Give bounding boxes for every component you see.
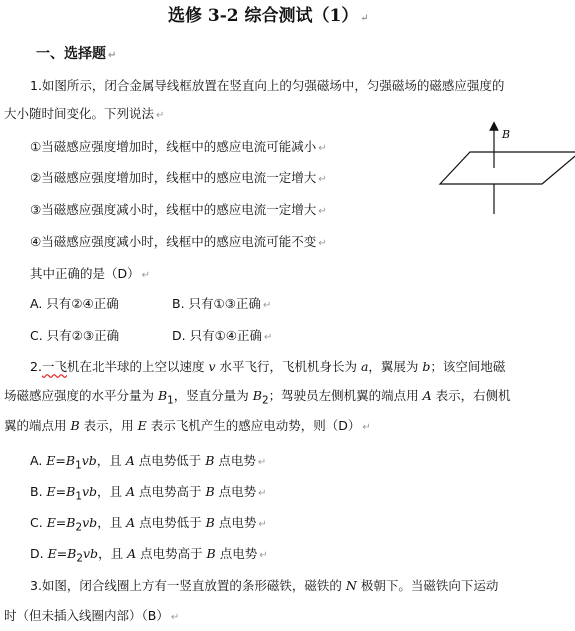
q1-statement-3: ③当磁感应强度减小时，线框中的感应电流一定增大 ↵: [30, 202, 327, 217]
q2-option-a: A. $E=B_1vb$，且 A 点电势低于 B 点电势 ↵: [30, 453, 267, 472]
q2-option-d: D. $E=B_2vb$，且 A 点电势高于 B 点电势 ↵: [30, 546, 268, 565]
q1-option-d: D. 只有①④正确 ↵: [172, 328, 273, 343]
field-label: B: [502, 128, 511, 141]
q1-statement-4: ④当磁感应强度减小时，线框中的感应电流可能不变 ↵: [30, 234, 327, 249]
page-title: 选修 3-2 综合测试（1） ↵: [168, 6, 369, 26]
q1-statement-1: ①当磁感应强度增加时，线框中的感应电流可能减小 ↵: [30, 139, 327, 154]
q1-option-b: B. 只有①③正确 ↵: [172, 296, 272, 311]
q2-stem-line3: 翼的端点用 B 表示，用 E 表示飞机产生的感应电动势，则（D） ↵: [4, 418, 371, 433]
magnetic-field-frame-figure: [430, 118, 575, 218]
q3-stem-line1: 3.如图，闭合线圈上方有一竖直放置的条形磁铁，磁铁的 N 极朝下。当磁铁向下运动: [30, 578, 499, 593]
q3-stem-line2: 时（但未插入线圈内部）（B） ↵: [4, 608, 180, 623]
section-heading: 一、选择题 ↵: [36, 46, 117, 62]
q1-option-a: A. 只有②④正确: [30, 296, 119, 311]
wire-frame: [440, 152, 575, 184]
q2-stem-line1: 2.一飞机在北半球的上空以速度 v 水平飞行，飞机机身长为 a，翼展为 b；该空间地磁: [30, 359, 506, 374]
q1-answer: 其中正确的是（D） ↵: [30, 266, 151, 281]
q2-option-c: C. $E=B_2vb$，且 A 点电势低于 B 点电势 ↵: [30, 515, 267, 534]
q1-stem-line2: 大小随时间变化。下列说法 ↵: [4, 106, 165, 121]
q1-stem-line1: 1.如图所示，闭合金属导线框放置在竖直向上的匀强磁场中，匀强磁场的磁感应强度的: [30, 78, 505, 93]
q1-statement-2: ②当磁感应强度增加时，线框中的感应电流一定增大 ↵: [30, 170, 327, 185]
q2-stem-line2: 场磁感应强度的水平分量为 $B_1$，竖直分量为 $B_2$；驾驶员左侧机翼的端点用 A 表示，右侧机: [4, 388, 511, 407]
q1-option-c: C. 只有②③正确: [30, 328, 120, 343]
q2-option-b: B. $E=B_1vb$，且 A 点电势高于 B 点电势 ↵: [30, 484, 267, 503]
